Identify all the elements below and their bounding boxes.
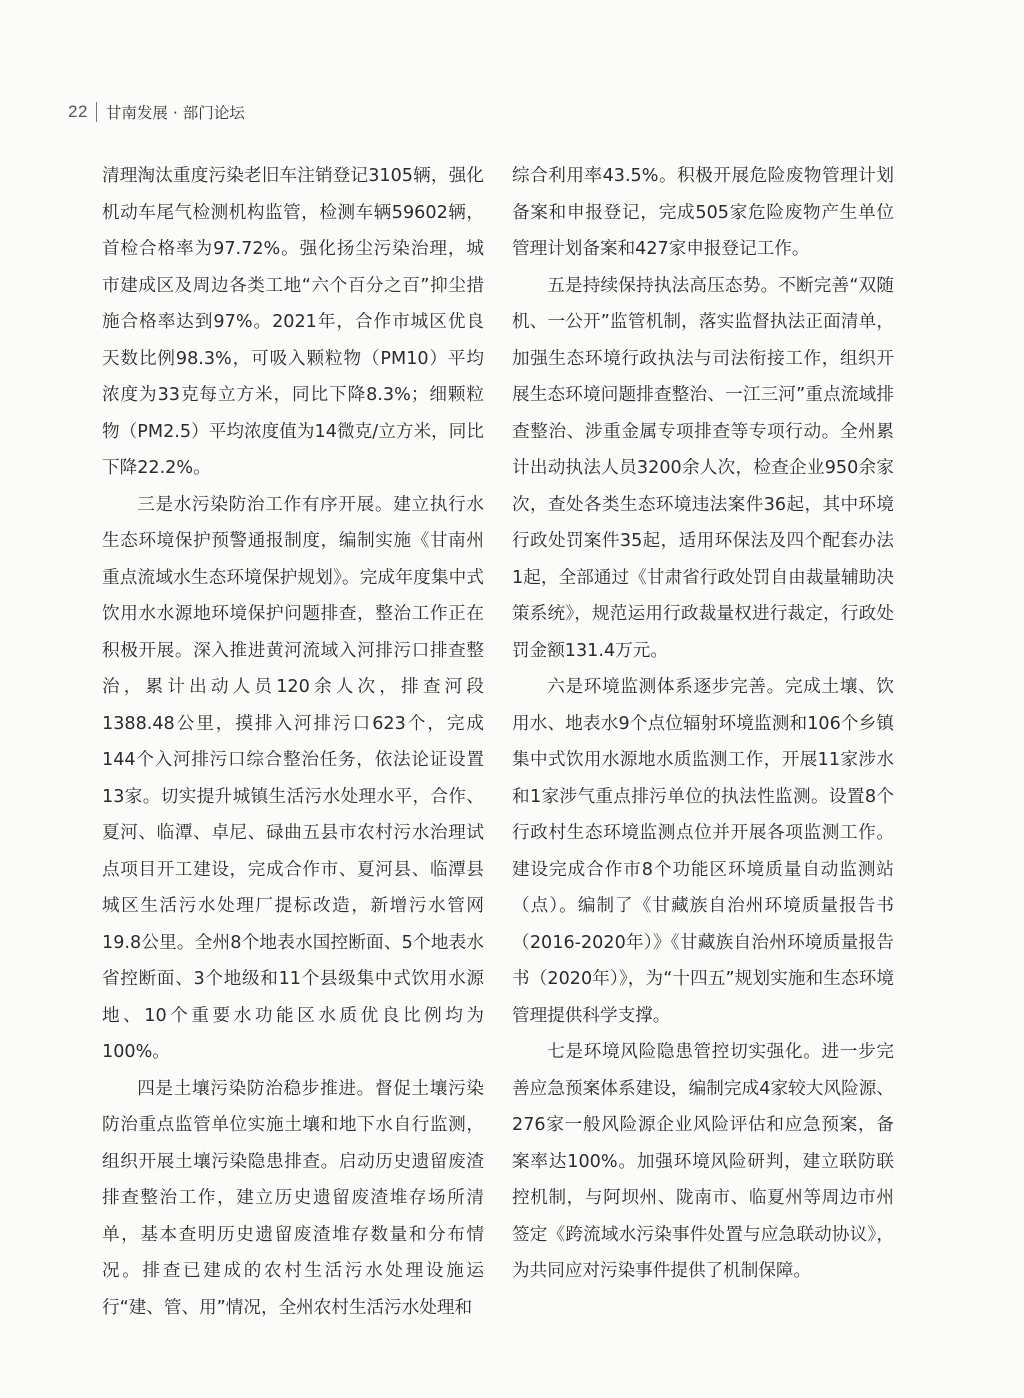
paragraph: 清理淘汰重度污染老旧车注销登记3105辆，强化机动车尾气检测机构监管，检测车辆59602辆，首检合格率为97.72%。强化扬尘污染治理，城市建成区及周边各类工地“六个百分之百”抑尘措施合格率达到97%。2021年，合作市城区优良天数比例98.3%，可吸入颗粒物（PM10）平均浓度为33克每立方米，同比下降8.3%；细颗粒物（PM2.5）平均浓度值为14微克/立方米，同比下降22.2%。	[102, 166, 484, 478]
paragraph: 五是持续保持执法高压态势。不断完善“双随机、一公开”监管机制，落实监督执法正面清单，加强生态环境行政执法与司法衔接工作，组织开展生态环境问题排查整治、一江三河”重点流域排查整治、涉重金属专项排查等专项行动。全州累计出动执法人员3200余人次，检查企业950余家次，查处各类生态环境违法案件36起，其中环境行政处罚案件35起，适用环保法及四个配套办法1起，全部通过《甘肃省行政处罚自由裁量辅助决策系统》，规范运用行政裁量权进行裁定，行政处罚金额131.4万元。	[512, 275, 894, 661]
paragraph: 七是环境风险隐患管控切实强化。进一步完善应急预案体系建设，编制完成4家较大风险源、276家一般风险源企业风险评估和应急预案，备案率达100%。加强环境风险研判，建立联防联控机制，与阿坝州、陇南市、临夏州等周边市州签定《跨流域水污染事件处置与应急联动协议》，为共同应对污染事件提供了机制保障。	[512, 1042, 894, 1281]
paragraph: 综合利用率43.5%。积极开展危险废物管理计划备案和申报登记，完成505家危险废物产生单位管理计划备案和427家申报登记工作。	[512, 166, 894, 259]
paragraph: 四是土壤污染防治稳步推进。督促土壤污染防治重点监管单位实施土壤和地下水自行监测，组织开展土壤污染隐患排查。启动历史遗留废渣排查整治工作，建立历史遗留废渣堆存场所清单，基本查明历史遗留废渣堆存数量和分布情况。排查已建成的农村生活污水处理设施运行“建、管、用”情况，全州农村生活污水处理和	[102, 1078, 484, 1318]
left-column	[102, 158, 484, 1326]
paragraph: 六是环境监测体系逐步完善。完成土壤、饮用水、地表水9个点位辐射环境监测和106个乡镇集中式饮用水源地水质监测工作，开展11家涉水和1家涉气重点排污单位的执法性监测。设置8个行政村生态环境监测点位并开展各项监测工作。建设完成合作市8个功能区环境质量自动监测站（点）。编制了《甘藏族自治州环境质量报告书（2016-2020年）》《甘藏族自治州环境质量报告书（2020年）》，为“十四五”规划实施和生态环境管理提供科学支撑。	[512, 677, 894, 1026]
paragraph: 三是水污染防治工作有序开展。建立执行水生态环境保护预警通报制度，编制实施《甘南州重点流域水生态环境保护规划》。完成年度集中式饮用水水源地环境保护问题排查，整治工作正在积极开展。深入推进黄河流域入河排污口排查整治，累计出动人员120余人次，排查河段1388.48公里，摸排入河排污口623个，完成144个入河排污口综合整治任务，依法论证设置13家。切实提升城镇生活污水处理水平，合作、夏河、临潭、卓尼、碌曲五县市农村污水治理试点项目开工建设，完成合作市、夏河县、临潭县城区生活污水处理厂提标改造，新增污水管网19.8公里。全州8个地表水国控断面、5个地表水省控断面、3个地级和11个县级集中式饮用水源地、10个重要水功能区水质优良比例均为100%。	[102, 494, 484, 1062]
right-column	[512, 158, 894, 1290]
page-number: 22	[68, 102, 88, 121]
page-header	[68, 99, 245, 125]
header-divider	[96, 102, 97, 122]
section-title: 甘南发展 · 部门论坛	[105, 104, 245, 122]
